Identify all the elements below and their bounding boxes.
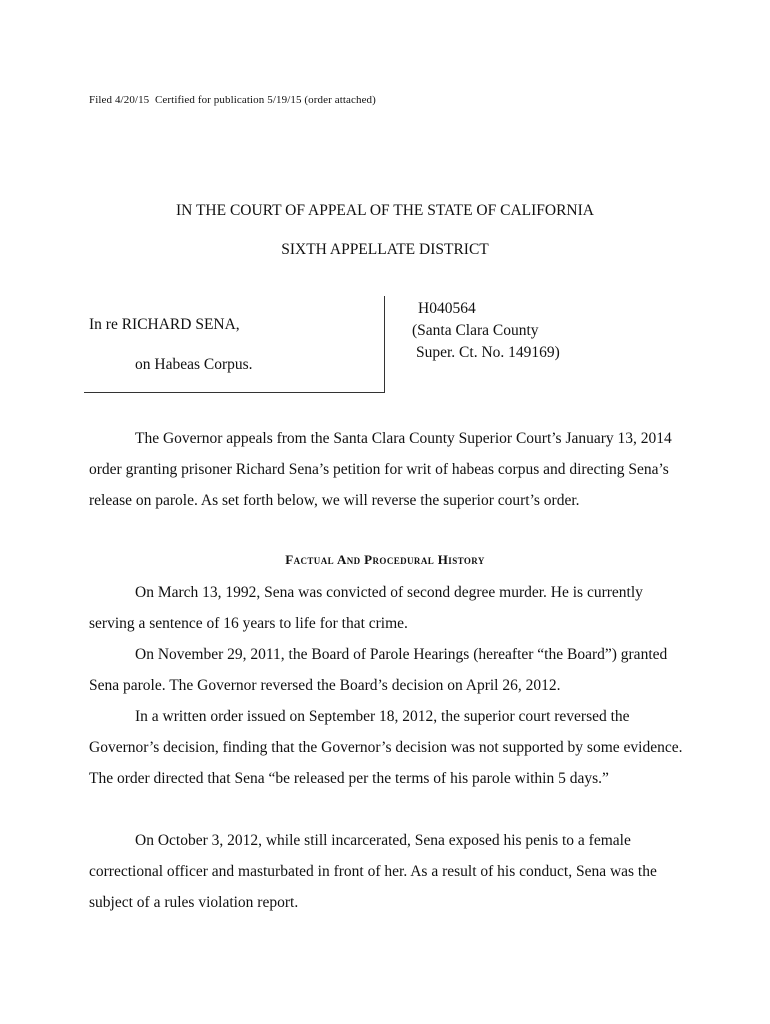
paragraph-block (89, 825, 689, 918)
case-number: H040564 (418, 300, 476, 317)
body-paragraph: On March 13, 1992, Sena was convicted of second degree murder. He is currently serving a sentence of 16 years to life for that crime. (89, 584, 643, 632)
body-paragraph: On November 29, 2011, the Board of Parole Hearings (hereafter “the Board”) granted Sena parole. The Governor reversed the Board’s decision on April 26, 2012. (89, 646, 668, 694)
intro-section (89, 423, 689, 516)
case-caption-box (84, 296, 385, 393)
body-paragraph: In a written order issued on September 18, 2012, the superior court reversed the Governor’s decision, finding that the Governor’s decision was not supported by some evidence. The order directed that Sena “be released per the terms of his parole within 5 days.” (89, 708, 683, 787)
paragraph-block (89, 639, 689, 701)
section-heading: Factual And Procedural History (285, 552, 485, 567)
intro-paragraph: The Governor appeals from the Santa Clara County Superior Court’s January 13, 2014 order granting prisoner Richard Sena’s petition for writ of habeas corpus and directing Sena’s release on parole. As set forth below, we will reverse the superior court’s order. (89, 430, 672, 509)
county: (Santa Clara County (412, 322, 539, 339)
court-district: SIXTH APPELLATE DISTRICT (281, 241, 489, 258)
court-name: IN THE COURT OF APPEAL OF THE STATE OF CALIFORNIA (176, 202, 594, 219)
filing-note: Filed 4/20/15 Certified for publication 5/19/15 (order attached) (89, 94, 376, 106)
case-numbers (412, 298, 560, 364)
superior-court-number: Super. Ct. No. 149169) (416, 344, 560, 361)
paragraph-block (89, 701, 689, 794)
party-name: In re RICHARD SENA, (89, 316, 240, 333)
body-paragraph: On October 3, 2012, while still incarcerated, Sena exposed his penis to a female correctional officer and masturbated in front of her. As a result of his conduct, Sena was the subject of a rules violation report. (89, 832, 657, 911)
proceeding-type: on Habeas Corpus. (135, 356, 253, 373)
paragraph-block (89, 577, 689, 639)
